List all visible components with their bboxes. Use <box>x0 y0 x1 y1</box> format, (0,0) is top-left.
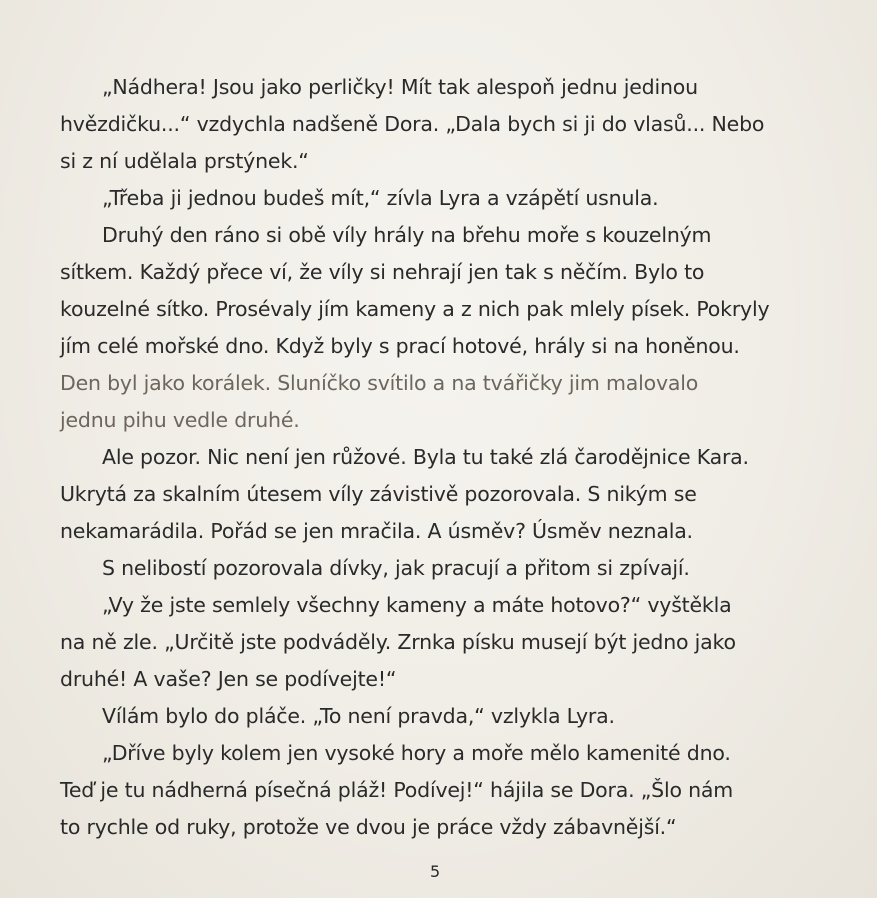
text-line: Ukrytá za skalním útesem víly závistivě pozorovala. S nikým se <box>60 482 697 506</box>
page-number: 5 <box>430 862 441 881</box>
text-line: Druhý den ráno si obě víly hrály na břehu moře s kouzelným <box>102 223 712 247</box>
text-line: „Nádhera! Jsou jako perličky! Mít tak alespoň jednu jedinou <box>102 75 698 99</box>
text-line: S nelibostí pozorovala dívky, jak pracují a přitom si zpívají. <box>102 556 690 580</box>
text-line: si z ní udělala prstýnek.“ <box>60 149 309 173</box>
text-line: sítkem. Každý přece ví, že víly si nehrají jen tak s něčím. Bylo to <box>60 260 705 284</box>
text-line: Ale pozor. Nic není jen růžové. Byla tu také zlá čarodějnice Kara. <box>102 445 749 469</box>
text-line: „Dříve byly kolem jen vysoké hory a moře mělo kamenité dno. <box>102 741 731 765</box>
text-line: „Třeba ji jednou budeš mít,“ zívla Lyra a vzápětí usnula. <box>102 186 659 210</box>
text-line: nekamarádila. Pořád se jen mračila. A úsměv? Úsměv neznala. <box>60 519 693 543</box>
text-line: druhé! A vaše? Jen se podívejte!“ <box>60 667 397 691</box>
text-line: jím celé mořské dno. Když byly s prací hotové, hrály si na honěnou. <box>60 334 740 358</box>
text-line: kouzelné sítko. Prosévaly jím kameny a z nich pak mlely písek. Pokryly <box>60 297 770 321</box>
text-line: Vílám bylo do pláče. „To není pravda,“ vzlykla Lyra. <box>102 704 615 728</box>
text-line: jednu pihu vedle druhé. <box>60 408 300 432</box>
text-line: „Vy že jste semlely všechny kameny a máte hotovo?“ vyštěkla <box>102 593 732 617</box>
text-line: na ně zle. „Určitě jste podváděly. Zrnka písku musejí být jedno jako <box>60 630 736 654</box>
text-line: Teď je tu nádherná písečná pláž! Podívej!“ hájila se Dora. „Šlo nám <box>60 778 734 802</box>
text-line: hvězdičku...“ vzdychla nadšeně Dora. „Dala bych si ji do vlasů... Nebo <box>60 112 765 136</box>
text-line: Den byl jako korálek. Sluníčko svítilo a na tvářičky jim malovalo <box>60 371 699 395</box>
text-line: to rychle od ruky, protože ve dvou je práce vždy zábavnější.“ <box>60 815 677 839</box>
